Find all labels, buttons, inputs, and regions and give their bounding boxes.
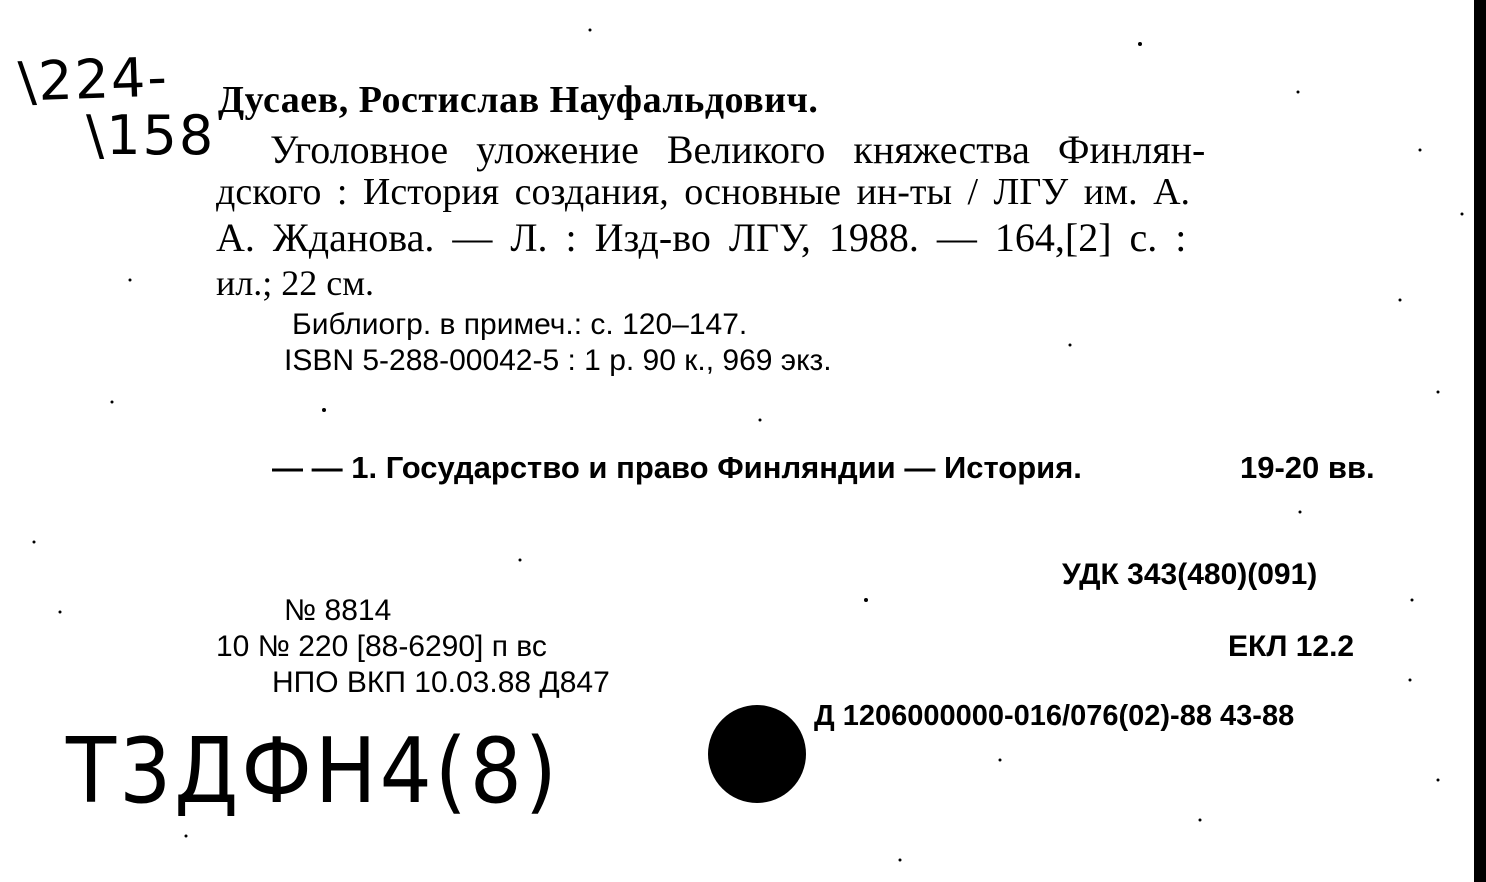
title-line-1: Уголовное уложение Великого княжества Финлян- [270,127,1206,172]
title-line-4: ил.; 22 см. [216,263,374,303]
card-edge [1474,0,1486,882]
title-line-2: дского : История создания, основные ин-ты / ЛГУ им. А. [216,171,1191,213]
handwritten-call-number-line1: \224- [16,45,170,114]
bibliography-note: Библиогр. в примеч.: с. 120–147. [292,308,748,341]
title-line-3: А. Жданова. — Л. : Изд-во ЛГУ, 1988. — 164,[2] с. : [216,215,1187,260]
isbn-note: ISBN 5-288-00042-5 : 1 р. 90 к., 969 экз. [284,344,832,377]
handwritten-call-number-line2: \158 [86,104,216,167]
publisher-code: НПО ВКП 10.03.88 Д847 [272,666,610,699]
order-line: 10 № 220 [88-6290] п вс [216,630,547,663]
record-number: № 8814 [284,594,392,627]
handwritten-shelf-code: Т3ДФН4(8) [66,719,560,824]
author-name: Дусаев, Ростислав Науфальдович. [218,79,819,121]
subject-period: 19-20 вв. [1240,450,1375,485]
d-code: Д 1206000000-016/076(02)-88 43-88 [814,700,1295,732]
subject-heading: — — 1. Государство и право Финляндии — История. [272,450,1082,485]
ekl-code: ЕКЛ 12.2 [1228,630,1355,663]
udk-code: УДК 343(480)(091) [1062,558,1318,591]
